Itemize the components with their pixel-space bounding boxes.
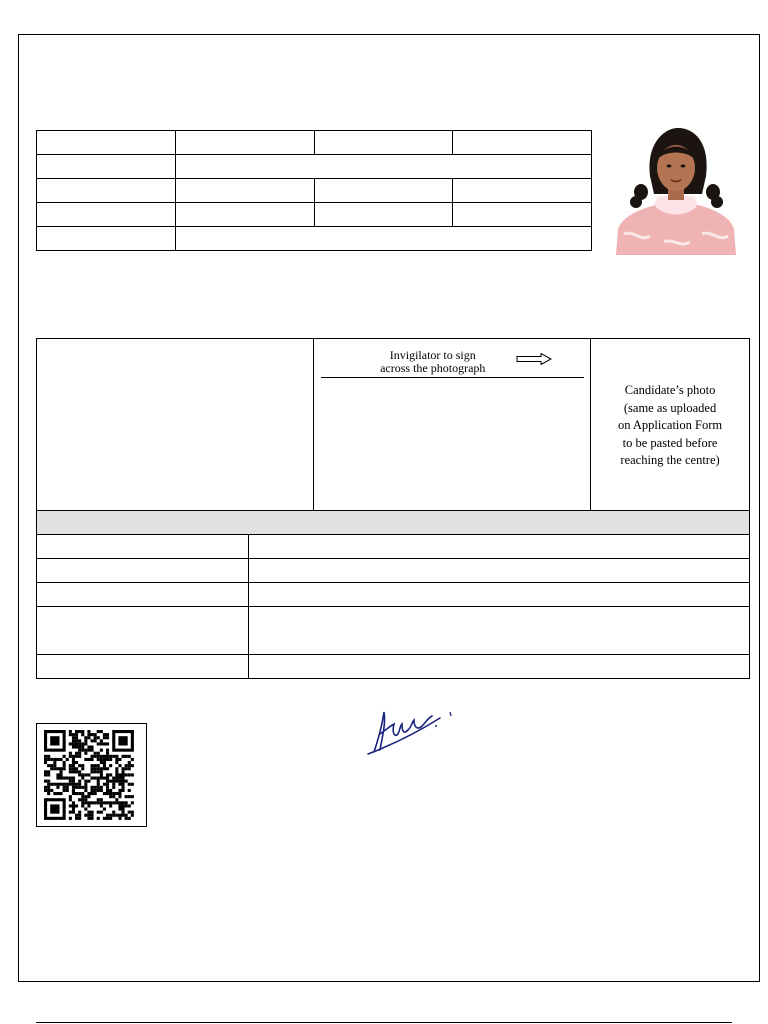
footer-rule (36, 1022, 732, 1023)
invigilator-line-2: across the photograph (380, 361, 486, 375)
info-row (37, 607, 750, 655)
details-row (37, 203, 592, 227)
details-cell (175, 203, 314, 227)
photo-note-line-2: (same as uploaded (623, 400, 717, 415)
info-value-cell (248, 559, 749, 583)
info-label-cell (37, 559, 249, 583)
info-label-cell (37, 655, 249, 679)
details-cell (37, 179, 176, 203)
details-cell (37, 203, 176, 227)
info-value-cell (248, 655, 749, 679)
photo-note-line-4: to be pasted before (622, 435, 718, 450)
right-arrow-icon (516, 353, 552, 365)
qr-code-graphic (37, 724, 146, 826)
details-cell (453, 131, 592, 155)
details-cell (175, 179, 314, 203)
details-cell (37, 227, 176, 251)
qr-finder-pattern (44, 798, 66, 820)
details-row (37, 131, 592, 155)
exam-info-table (36, 510, 750, 679)
info-row (37, 583, 750, 607)
info-value-cell (248, 583, 749, 607)
info-value-cell (248, 607, 749, 655)
photo-attestation-table (36, 338, 750, 511)
info-label-cell (37, 583, 249, 607)
details-row (37, 179, 592, 203)
qr-code (36, 723, 147, 827)
details-cell (314, 131, 453, 155)
info-value-cell (248, 535, 749, 559)
details-cell (314, 179, 453, 203)
photo-note-line-3: on Application Form (617, 418, 723, 432)
info-row (37, 559, 750, 583)
photo-note-line-1: Candidate’s photo (624, 383, 716, 397)
section-header-row (37, 511, 750, 535)
details-cell (37, 155, 176, 179)
info-row (37, 655, 750, 679)
invigilator-instruction (321, 349, 584, 378)
details-cell (175, 227, 591, 251)
qr-finder-pattern (112, 730, 134, 752)
details-cell (314, 203, 453, 227)
candidate-photograph (614, 124, 738, 255)
info-label-cell (37, 607, 249, 655)
blank-cell (37, 339, 314, 511)
candidate-photo-placeholder (591, 339, 750, 511)
invigilator-sign-cell (314, 339, 591, 511)
details-cell (453, 203, 592, 227)
details-cell (175, 155, 591, 179)
section-header-cell (37, 511, 750, 535)
invigilator-line-1: Invigilator to sign (389, 348, 476, 362)
candidate-details-table (36, 130, 592, 251)
details-cell (175, 131, 314, 155)
photo-note-line-5: reaching the centre) (620, 453, 720, 467)
details-row (37, 155, 592, 179)
candidate-signature (364, 704, 464, 760)
info-row (37, 535, 750, 559)
info-label-cell (37, 535, 249, 559)
details-cell (37, 131, 176, 155)
qr-finder-pattern (44, 730, 66, 752)
details-row (37, 227, 592, 251)
details-cell (453, 179, 592, 203)
